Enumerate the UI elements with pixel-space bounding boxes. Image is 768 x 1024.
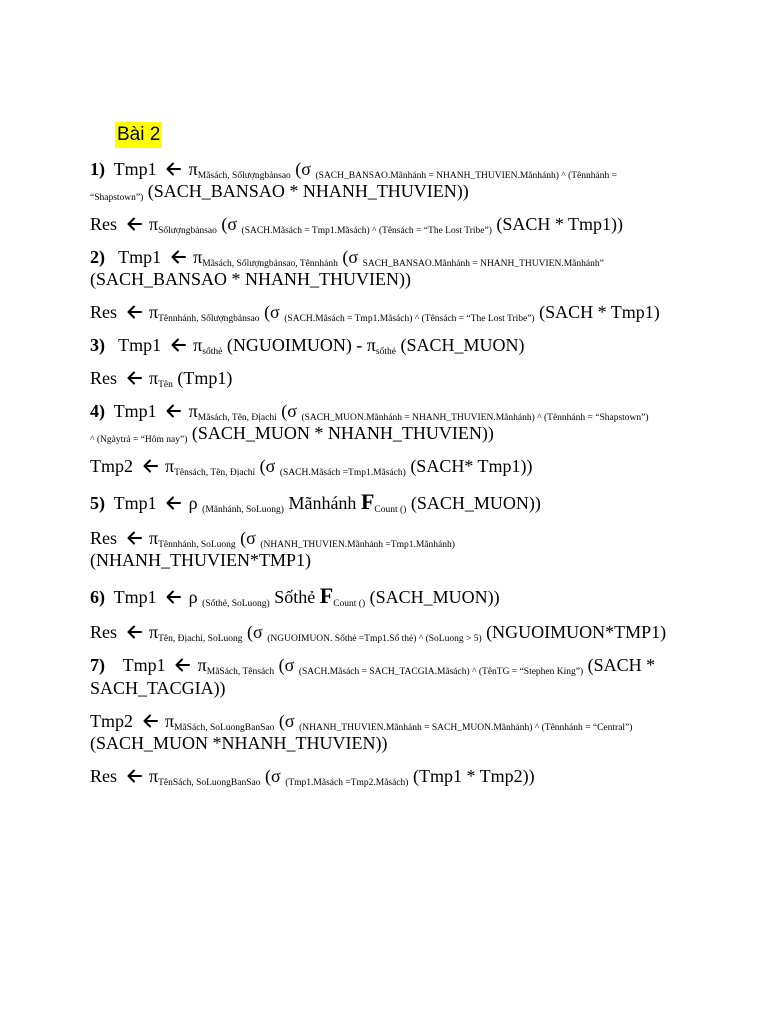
expression-line	[90, 180, 469, 202]
subscript-text: TênSách, SoLuongBanSao	[158, 778, 261, 788]
item-number: 2)	[90, 247, 105, 267]
expression-line	[90, 710, 632, 732]
subscript-text: (SACH_BANSAO.Mãnhánh = NHANH_THUVIEN.Mãnhánh) ^ (Tênnhánh =	[315, 171, 617, 181]
expression-text: (SACH * Tmp1))	[491, 214, 624, 234]
subscript-text: “Shapstown”)	[90, 193, 144, 203]
expression-text: SACH_TACGIA))	[90, 678, 226, 698]
expression-text: Mãnhánh	[283, 493, 361, 513]
subscript-text: Sốlượngbảnsao	[158, 226, 217, 236]
expression-text: (SACH_BANSAO * NHANH_THUVIEN))	[90, 269, 411, 289]
expression-text: F	[319, 583, 334, 608]
left-arrow-icon	[127, 769, 142, 783]
expression-line	[90, 527, 455, 549]
subscript-text: Tên, Địachỉ, SoLuong	[158, 634, 243, 644]
subscript-text: sốthẻ	[202, 347, 223, 357]
expression-line	[90, 455, 532, 477]
expression-text: (SACH* Tmp1))	[405, 456, 533, 476]
left-arrow-icon	[127, 531, 142, 545]
expression-line	[90, 268, 411, 290]
subscript-text: ^ (Ngàytrả = “Hôm nay”)	[90, 435, 188, 445]
expression-text: Tmp2	[90, 456, 138, 476]
subscript-text: Tênsách, Tên, Địachỉ	[174, 468, 256, 478]
expression-text: (σ	[276, 401, 302, 421]
subscript-text: Mãsách, Sốlượngbảnsao	[197, 171, 291, 181]
expression-text: F	[360, 489, 375, 514]
subscript-text: MãSách, SoLuongBanSao	[174, 723, 275, 733]
expression-text: Tmp1	[105, 493, 162, 513]
expression-text: (σ	[290, 159, 316, 179]
expression-text: (σ	[337, 247, 363, 267]
expression-text: (Tmp1)	[172, 368, 233, 388]
expression-text: (SACH_MUON * NHANH_THUVIEN))	[187, 423, 494, 443]
expression-text: π	[184, 159, 198, 179]
left-arrow-icon	[143, 459, 158, 473]
subscript-text: Tênnhánh, SoLuong	[158, 540, 236, 550]
subscript-text: Tên	[158, 380, 173, 390]
left-arrow-icon	[166, 162, 181, 176]
expression-text: Tmp1	[105, 335, 166, 355]
left-arrow-icon	[166, 496, 181, 510]
expression-line	[90, 765, 535, 787]
subscript-text: Count ()	[333, 599, 366, 609]
subscript-text: SACH_BANSAO.Mãnhánh = NHANH_THUVIEN.Mãnhánh”	[362, 259, 604, 269]
expression-text: ρ	[184, 587, 203, 607]
expression-line	[90, 367, 232, 389]
subscript-text: (SACH.Mãsách = SACH_TACGIA.Mãsách) ^ (TênTG = “Stephen King”)	[298, 667, 584, 677]
expression-text: (SACH_MUON))	[365, 587, 500, 607]
subscript-text: sốthẻ	[375, 347, 396, 357]
left-arrow-icon	[171, 338, 186, 352]
expression-line	[90, 585, 500, 608]
expression-text: (σ	[255, 456, 280, 476]
expression-line	[90, 491, 541, 514]
subscript-text: (SACH.Mãsách = Tmp1.Mãsách) ^ (Tênsách = “The Lost Tribe”)	[241, 226, 492, 236]
expression-text: (σ	[274, 655, 299, 675]
expression-line	[90, 549, 311, 571]
expression-text: ρ	[184, 493, 203, 513]
item-number: 7)	[90, 655, 105, 675]
expression-text: Tmp1	[105, 401, 162, 421]
expression-text: (σ	[260, 766, 286, 786]
expression-text: π	[188, 335, 203, 355]
expression-text: Res	[90, 622, 122, 642]
item-number: 5)	[90, 493, 105, 513]
expression-text: Tmp1	[105, 655, 171, 675]
expression-line	[90, 732, 387, 754]
expression-text: (σ	[274, 711, 300, 731]
expression-text: (SACH_MUON *NHANH_THUVIEN))	[90, 733, 388, 753]
expression-text: π	[144, 302, 159, 322]
expression-line	[90, 213, 623, 235]
expression-text: π	[144, 766, 159, 786]
left-arrow-icon	[143, 714, 158, 728]
left-arrow-icon	[127, 305, 142, 319]
expression-text: π	[144, 528, 159, 548]
expression-text: Res	[90, 766, 122, 786]
expression-line	[90, 246, 604, 268]
subscript-text: (SACH.Mãsách =Tmp1.Mãsách)	[279, 468, 406, 478]
subscript-text: (NHANH_THUVIEN.Mãnhánh = SACH_MUON.Mãnhánh) ^ (Tênnhánh = “Central”)	[299, 723, 633, 733]
expression-text: (σ	[259, 302, 285, 322]
expression-text: Res	[90, 528, 122, 548]
expression-text: Tmp2	[90, 711, 138, 731]
subscript-text: (Sốthẻ, SoLuong)	[202, 599, 270, 609]
subscript-text: Tênnhánh, Sốlượngbảnsao	[158, 314, 260, 324]
subscript-text: (Tmp1.Mãsách =Tmp2.Mãsách)	[285, 778, 409, 788]
expression-text: (SACH *	[583, 655, 656, 675]
expression-text: Res	[90, 214, 122, 234]
expression-text: (NGUOIMUON) - π	[222, 335, 376, 355]
expression-line	[90, 400, 649, 422]
expression-text: (SACH_BANSAO * NHANH_THUVIEN))	[143, 181, 469, 201]
expression-line	[90, 677, 226, 699]
item-number: 3)	[90, 335, 105, 355]
left-arrow-icon	[127, 371, 142, 385]
expression-text: (NGUOIMUON*TMP1)	[481, 622, 667, 642]
expression-text: π	[184, 401, 198, 421]
left-arrow-icon	[171, 250, 186, 264]
expression-text: (SACH * Tmp1)	[534, 302, 660, 322]
expression-text: Res	[90, 368, 122, 388]
expression-text: π	[193, 655, 207, 675]
subscript-text: MãSách, Tênsách	[206, 667, 275, 677]
left-arrow-icon	[127, 217, 142, 231]
expression-text: (Tmp1 * Tmp2))	[408, 766, 535, 786]
expression-text: π	[144, 622, 159, 642]
expression-text: (SACH_MUON)	[395, 335, 525, 355]
expression-text: (σ	[235, 528, 261, 548]
expression-text: π	[144, 368, 159, 388]
left-arrow-icon	[166, 404, 181, 418]
expression-text: Tmp1	[105, 587, 162, 607]
expression-line	[90, 301, 660, 323]
item-number: 1)	[90, 159, 105, 179]
subscript-text: (NHANH_THUVIEN.Mãnhánh =Tmp1.Mãnhánh)	[260, 540, 455, 550]
subscript-text: (NGUOIMUON. Sốthẻ =Tmp1.Số thẻ) ^ (SoLuong > 5)	[267, 634, 482, 644]
expression-text: (σ	[216, 214, 242, 234]
subscript-text: Mãsách, Tên, Địachỉ	[197, 413, 277, 423]
subscript-text: (SACH.Mãsách = Tmp1.Mãsách) ^ (Tênsách = “The Lost Tribe”)	[284, 314, 535, 324]
left-arrow-icon	[127, 625, 142, 639]
expression-text: π	[160, 711, 175, 731]
expression-line	[90, 158, 617, 180]
subscript-text: Count ()	[374, 505, 407, 515]
expression-line	[90, 621, 666, 643]
item-number: 4)	[90, 401, 105, 421]
expression-text: Res	[90, 302, 122, 322]
expression-text: π	[160, 456, 175, 476]
left-arrow-icon	[175, 658, 190, 672]
item-number: 6)	[90, 587, 105, 607]
subscript-text: (Mãnhánh, SoLuong)	[202, 505, 284, 515]
expression-line	[90, 422, 494, 444]
expression-text: (SACH_MUON))	[406, 493, 541, 513]
left-arrow-icon	[166, 590, 181, 604]
subscript-text: (SACH_MUON.Mãnhánh = NHANH_THUVIEN.Mãnhánh) ^ (Tênnhánh = “Shapstown”)	[301, 413, 649, 423]
expression-line	[90, 334, 524, 356]
section-heading: Bài 2	[115, 122, 162, 148]
expression-line	[90, 654, 655, 676]
expression-text: Tmp1	[105, 159, 162, 179]
expression-text: π	[144, 214, 159, 234]
expression-text: π	[188, 247, 203, 267]
expression-text: Sốthẻ	[269, 587, 320, 607]
subscript-text: Mãsách, Sốlượngbảnsao, Tênnhánh	[202, 259, 338, 269]
expression-text: Tmp1	[105, 247, 166, 267]
expression-text: (NHANH_THUVIEN*TMP1)	[90, 550, 311, 570]
expression-text: (σ	[242, 622, 268, 642]
